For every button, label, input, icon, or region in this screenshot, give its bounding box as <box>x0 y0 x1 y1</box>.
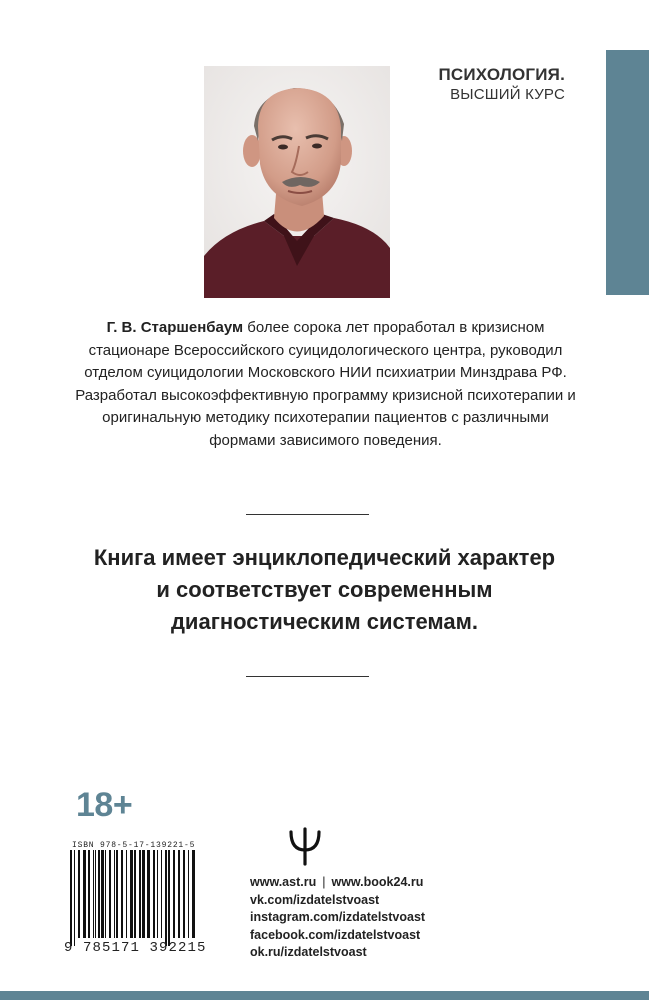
psi-logo-icon <box>285 826 325 866</box>
ok-link[interactable]: ok.ru/izdatelstvoast <box>250 945 367 959</box>
isbn-label: ISBN 978-5-17-139221-5 <box>72 841 196 850</box>
series-title-line1: ПСИХОЛОГИЯ. <box>438 65 565 84</box>
barcode-bar <box>70 850 72 946</box>
barcode-bar <box>178 850 180 938</box>
vk-link[interactable]: vk.com/izdatelstvoast <box>250 892 380 907</box>
barcode-bar <box>116 850 118 938</box>
tagline-line1: Книга имеет энциклопедический характер <box>93 545 556 570</box>
divider-bottom <box>246 676 369 677</box>
barcode-bar <box>114 850 115 938</box>
barcode-bar <box>168 850 170 946</box>
series-title <box>395 64 565 104</box>
age-rating-badge: 18+ <box>76 786 133 824</box>
tagline-line3: диагностическим системам. <box>170 609 479 634</box>
barcode-bar <box>139 850 141 938</box>
bottom-color-strip <box>0 991 649 1000</box>
barcode-bar <box>83 850 86 938</box>
barcode-bar <box>147 850 150 938</box>
facebook-link[interactable]: facebook.com/izdatelstvoast <box>250 927 421 942</box>
barcode-bar <box>88 850 90 938</box>
book-tagline <box>40 542 609 638</box>
barcode-bar <box>161 850 162 938</box>
site-book24-link[interactable]: www.book24.ru <box>331 875 424 889</box>
author-bio-text: более сорока лет проработал в кризисном стационаре Всероссийского суицидологического центра, руководил отделом суицидологии Московского НИИ психиатрии Минздрава РФ. Разработал высокоэффективную программу кризисной психотерапии и оригинальную методику психотерапии пациентов с различными формами зависимого поведения. <box>75 319 576 449</box>
barcode-bar <box>126 850 127 938</box>
author-photo <box>204 66 390 298</box>
author-name: Г. В. Старшенбаум <box>106 319 244 336</box>
barcode-bar <box>165 850 167 946</box>
publisher-links <box>250 874 550 962</box>
barcode-bar <box>157 850 158 938</box>
link-separator: | <box>322 875 326 889</box>
websites-row <box>250 874 550 892</box>
barcode-bar <box>188 850 189 938</box>
site-ast-link[interactable]: www.ast.ru <box>250 875 317 889</box>
tagline-line2: и соответствует современным <box>156 577 493 602</box>
barcode-bar <box>142 850 145 938</box>
barcode-bar <box>101 850 104 938</box>
barcode-bar <box>173 850 175 938</box>
series-color-tab <box>606 50 649 295</box>
barcode-bar <box>93 850 94 938</box>
series-title-line2: ВЫСШИЙ КУРС <box>450 86 565 103</box>
barcode-bar <box>95 850 96 938</box>
barcode-bar <box>105 850 106 938</box>
barcode-bar <box>130 850 133 938</box>
isbn-barcode <box>62 838 200 954</box>
barcode-bar <box>98 850 100 938</box>
barcode-bar <box>183 850 185 938</box>
instagram-link[interactable]: instagram.com/izdatelstvoast <box>250 910 426 924</box>
barcode-bar <box>134 850 136 938</box>
divider-top <box>246 514 369 515</box>
barcode-bar <box>109 850 111 938</box>
barcode-bar <box>78 850 80 938</box>
barcode-bar <box>121 850 123 938</box>
barcode-bar <box>153 850 155 938</box>
author-bio <box>70 317 581 452</box>
barcode-digits: 9 785171 392215 <box>64 940 207 956</box>
barcode-bar <box>192 850 195 938</box>
barcode-bar <box>74 850 75 946</box>
